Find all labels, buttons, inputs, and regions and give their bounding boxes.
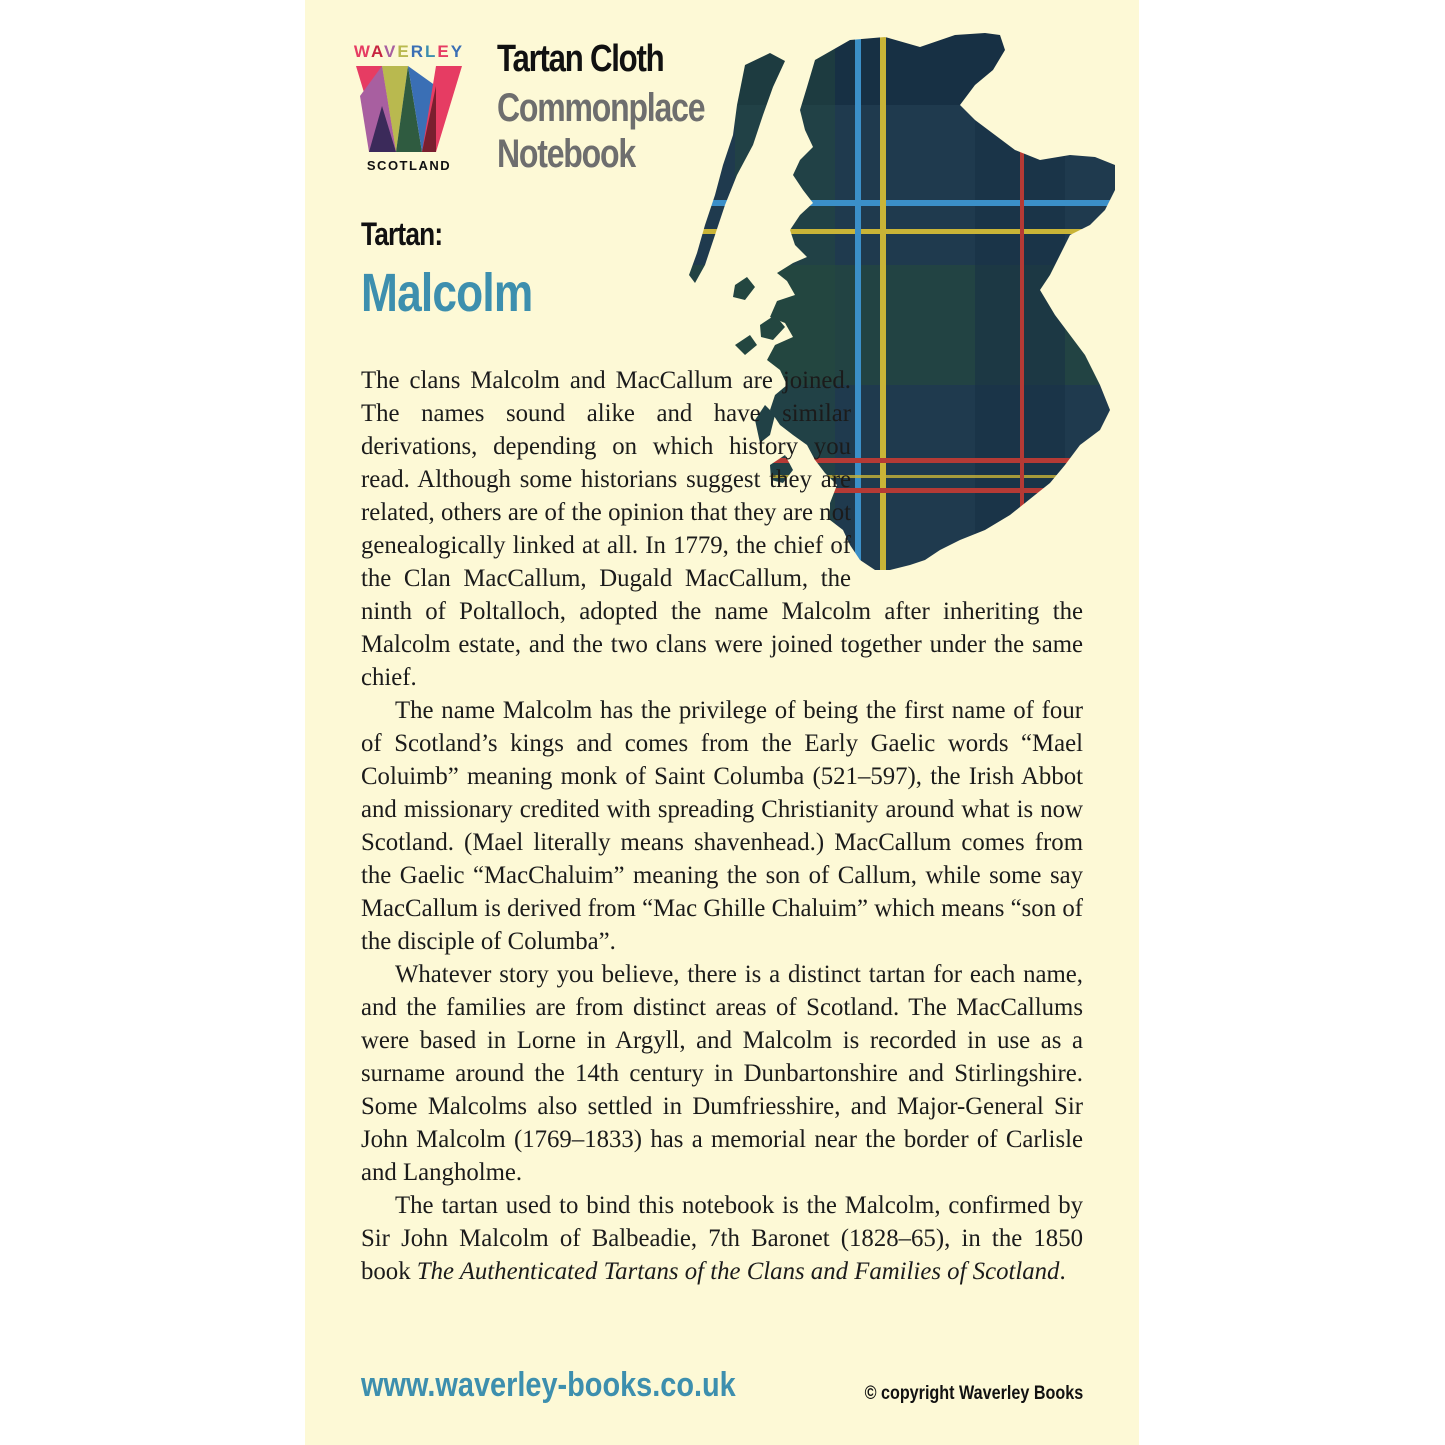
title-line-1: Tartan Cloth — [497, 38, 664, 80]
paragraph-4 — [361, 1189, 1083, 1288]
title-line-3: Notebook — [497, 132, 635, 176]
paragraph-4-start: The tartan used to bind this notebook is the Malcolm, confirmed by Sir John Malcolm of Balbeadie, 7th Baronet (1828–65), in the 1850 book — [361, 1192, 1083, 1285]
waverley-scotland-logo — [349, 42, 469, 177]
paragraph-1: The clans Malcolm and MacCallum are joined. The names sound alike and have similar derivations, depending on which history you read. Although some historians suggest they are related, others are of the opinion that they are not genealogically linked at all. In 1779, the chief of the Clan MacCallum, Dugald MacCallum, the ninth of Poltalloch, adopted the name Malcolm after inheriting the Malcolm estate, and the two clans were joined together under the same chief. — [361, 367, 1083, 691]
waverley-w-icon — [356, 66, 462, 152]
website-link[interactable]: www.waverley-books.co.uk — [361, 1366, 736, 1404]
paragraph-4-end: . — [1059, 1258, 1066, 1285]
paragraph-2: The name Malcolm has the privilege of being the first name of four of Scotland’s kings and comes from the Early Gaelic words “Mael Coluimb” meaning monk of Saint Columba (521–597), the Irish Abbot and missionary credited with spreading Christianity around what is now Scotland. (Mael literally means shavenhead.) MacCallum comes from the Gaelic “MacChaluim” meaning the son of Callum, while some say MacCallum is derived from “Mac Ghille Chaluim” which means “son of the disciple of Columba”. — [361, 697, 1083, 955]
logo-bottom-text: SCOTLAND — [366, 158, 452, 173]
paragraph-3: Whatever story you believe, there is a distinct tartan for each name, and the families are from distinct areas of Scotland. The MacCallums were based in Lorne in Argyll, and Malcolm is recorded in use as a surname around the 14th century in Dunbartonshire and Stirlingshire. Some Malcolms also settled in Dumfriesshire, and Major-General Sir John Malcolm (1769–1833) has a memorial near the border of Carlisle and Langholme. — [361, 961, 1083, 1186]
body-text — [361, 364, 1083, 1288]
notebook-card — [305, 0, 1139, 1445]
book-title: The Authenticated Tartans of the Clans and Families of Scotland — [416, 1258, 1060, 1285]
title-line-2: Commonplace — [497, 86, 705, 130]
tartan-label: Tartan: — [361, 216, 443, 252]
map-wrap-space — [851, 364, 1083, 580]
tartan-name: Malcolm — [361, 263, 533, 323]
copyright-notice: © copyright Waverley Books — [864, 1383, 1083, 1404]
logo-top-text: WAVERLEY — [353, 42, 465, 61]
